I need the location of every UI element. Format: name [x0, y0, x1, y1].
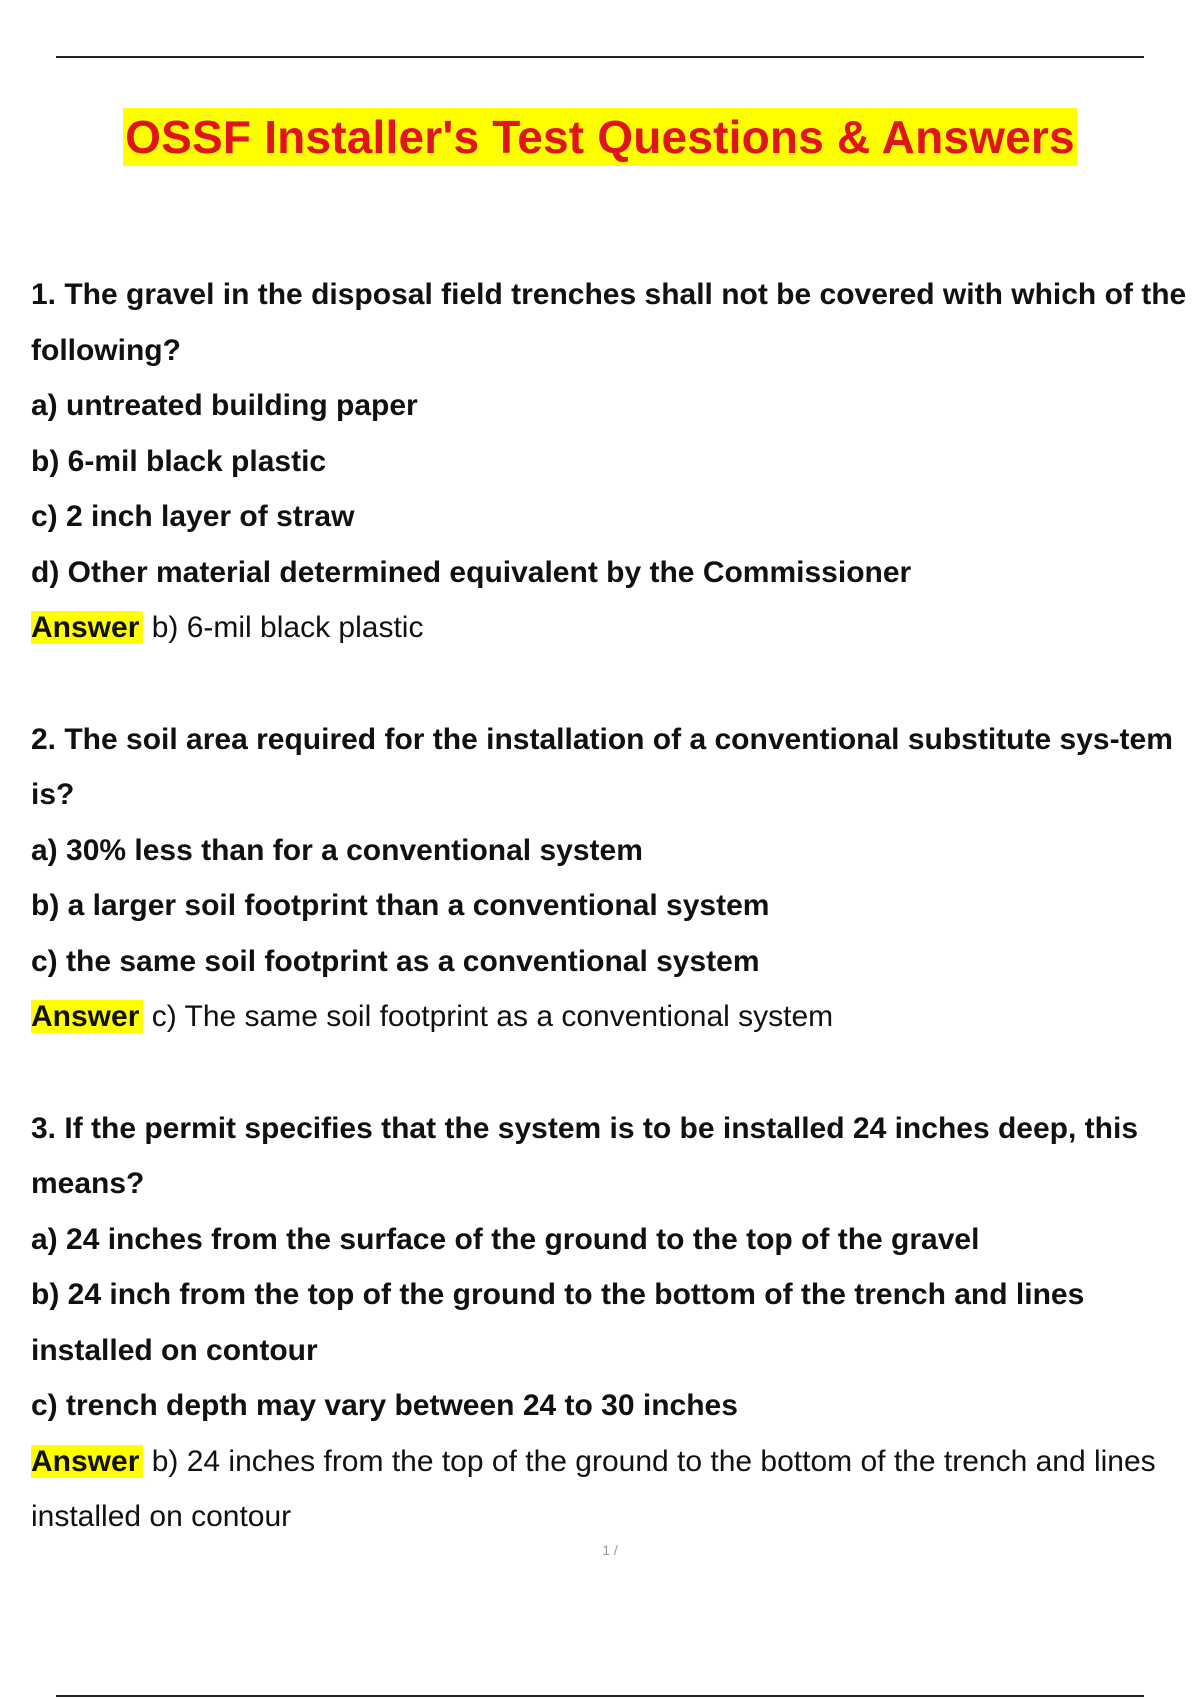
answer-option: a) 30% less than for a conventional system [31, 833, 643, 867]
answer-option: b) 6-mil black plastic [31, 444, 327, 478]
answer-line [31, 989, 1200, 1045]
answer-option: a) untreated building paper [31, 389, 418, 422]
answer-label: Answer [31, 1000, 143, 1033]
answer-option: c) trench depth may vary between 24 to 30 inches [31, 1389, 738, 1422]
page-number: 1 / [602, 1542, 618, 1558]
answer-label: Answer [31, 611, 143, 644]
answer-text: b) 24 inches from the top of the ground to the bottom of the trench and lines installed on contour [31, 1444, 1156, 1533]
questions-list [31, 267, 1200, 1601]
question-text: 2. The soil area required for the installation of a conventional substitute sys-tem is? [31, 722, 1173, 811]
answer-option: d) Other material determined equivalent by the Commissioner [31, 555, 912, 589]
answer-option: b) a larger soil footprint than a conventional system [31, 889, 770, 922]
answer-option: c) the same soil footprint as a conventional system [31, 944, 760, 978]
question-text: 3. If the permit specifies that the system is to be installed 24 inches deep, this means? [31, 1111, 1138, 1200]
answer-line [31, 1434, 1200, 1545]
bottom-divider [56, 1695, 1144, 1697]
answer-line [31, 600, 1200, 656]
answer-option: a) 24 inches from the surface of the ground to the top of the gravel [31, 1222, 980, 1256]
answer-option: c) 2 inch layer of straw [31, 500, 355, 533]
question-block [31, 712, 1200, 1045]
answer-text: b) 6-mil black plastic [143, 611, 424, 644]
title-container [0, 108, 1200, 166]
question-block [31, 1101, 1200, 1545]
document-title: OSSF Installer's Test Questions & Answers [123, 108, 1077, 166]
answer-option: b) 24 inch from the top of the ground to the bottom of the trench and lines installed on contour [31, 1278, 1085, 1367]
question-block [31, 267, 1200, 656]
question-text: 1. The gravel in the disposal field trenches shall not be covered with which of the following? [31, 278, 1187, 367]
top-divider [56, 56, 1144, 58]
answer-label: Answer [31, 1445, 143, 1478]
answer-text: c) The same soil footprint as a conventional system [143, 1000, 834, 1033]
